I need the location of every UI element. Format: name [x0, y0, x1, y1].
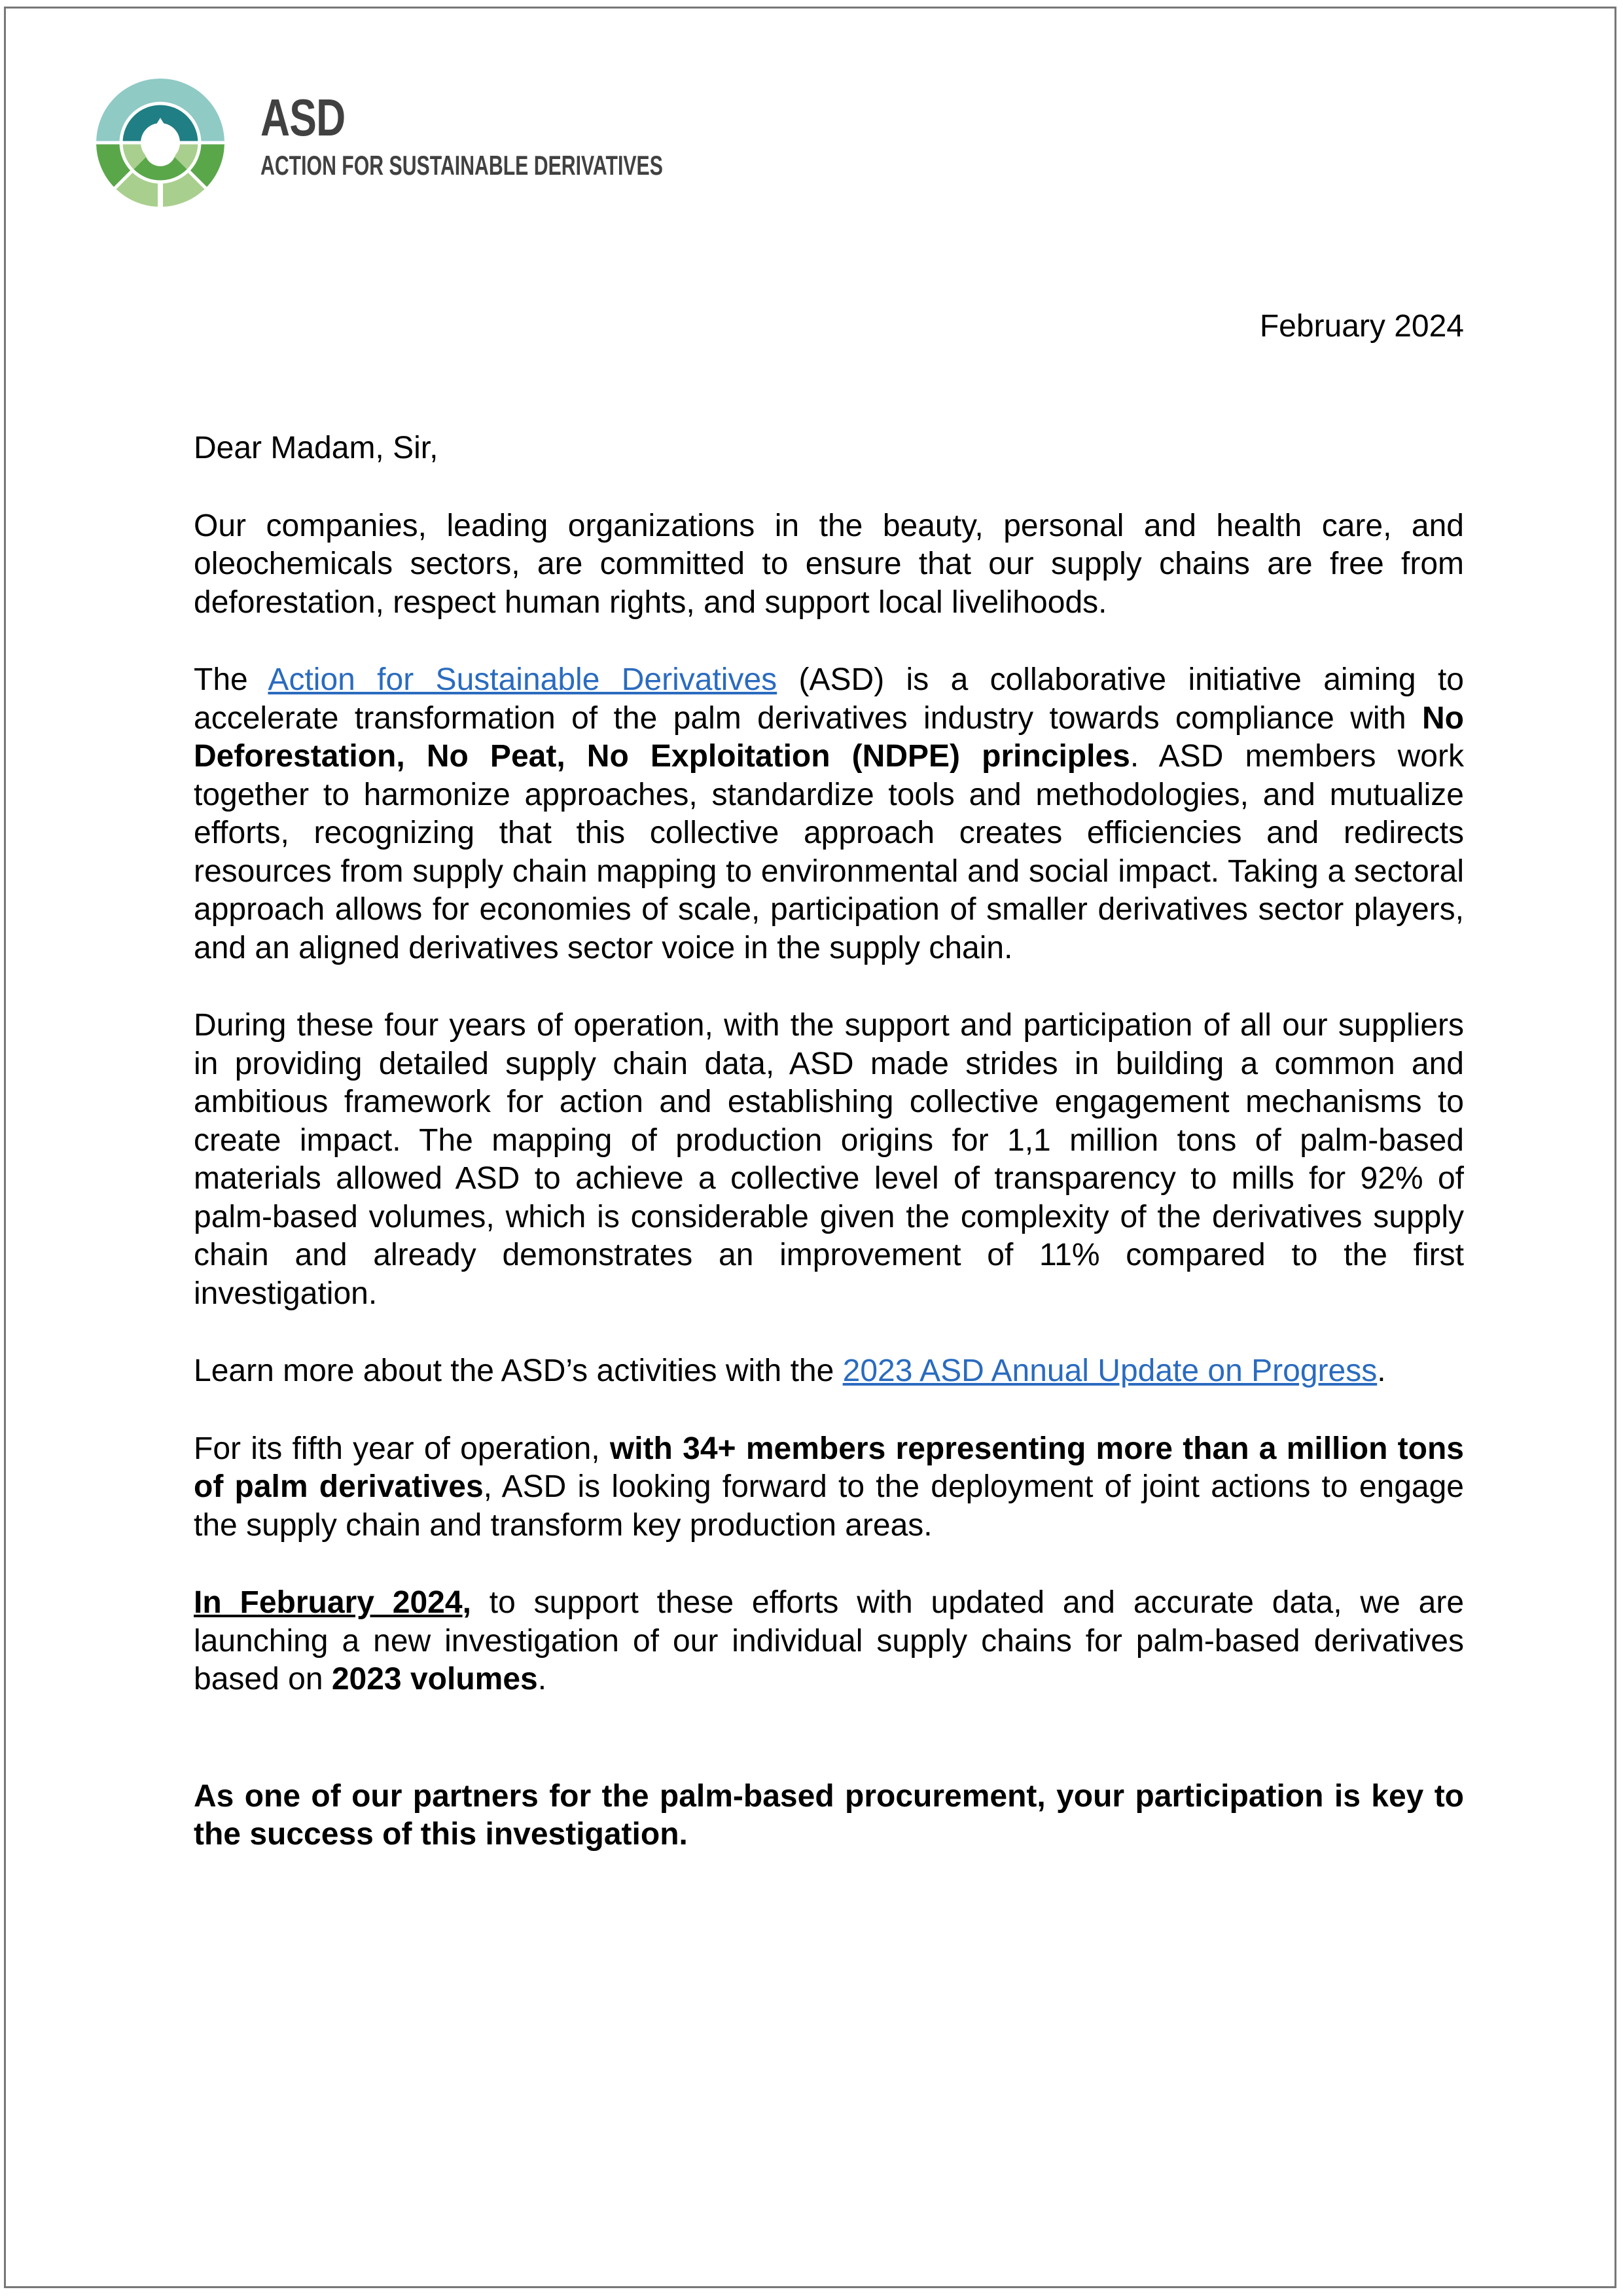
p2-pre: The: [194, 662, 268, 697]
paragraph-fifth-year: [194, 1430, 1464, 1545]
p7-bold: As one of our partners for the palm-based procurement, your participation is key to the success of this investigation.: [194, 1778, 1464, 1852]
salutation: Dear Madam, Sir,: [194, 431, 438, 465]
p6-volumes-bold: 2023 volumes: [331, 1662, 538, 1696]
letter-body: [194, 429, 1464, 1854]
org-full-name: ACTION FOR SUSTAINABLE DERIVATIVES: [260, 150, 663, 181]
paragraph-four-years: During these four years of operation, with the support and participation of all our suppliers in providing detailed supply chain data, ASD made strides in building a common and ambitious framework for action and establishing collective engagement mechanisms to create impact. The mapping of production origins for 1,1 million tons of palm-based materials allowed ASD to achieve a collective level of transparency to mills for 92% of palm-based volumes, which is considerable given the complexity of the derivatives supply chain and already demonstrates an improvement of 11% compared to the first investigation.: [194, 1008, 1464, 1311]
paragraph-learn-more: [194, 1352, 1464, 1391]
p2-post: . ASD members work together to harmonize approaches, standardize tools and methodologies, and mutualize efforts, recognizing that this collective approach creates efficiencies and redirects resources from supply chain mapping to environmental and social impact. Taking a sectoral approach allows for economies of scale, participation of smaller derivatives sector players, and an aligned derivatives sector voice in the supply chain.: [194, 739, 1464, 965]
annual-update-link[interactable]: 2023 ASD Annual Update on Progress: [842, 1354, 1378, 1388]
asd-website-link[interactable]: Action for Sustainable Derivatives: [268, 662, 777, 697]
paragraph-commitment: Our companies, leading organizations in the beauty, personal and health care, and oleochemicals sectors, are committed to ensure that our supply chains are free from deforestation, respect human rights, and support local livelihoods.: [194, 508, 1464, 620]
p2-mid: (ASD) is a collaborative initiative aiming to accelerate transformation of the palm derivatives industry towards compliance with: [194, 662, 1465, 736]
p5-pre: For its fifth year of operation,: [194, 1431, 610, 1466]
p6-mid: to support these efforts with updated and accurate data, we are launching a new investigation of our individual supply chains for palm-based derivatives based on: [194, 1585, 1465, 1696]
paragraph-call-to-action: [194, 1778, 1464, 1854]
org-abbreviation: ASD: [260, 88, 346, 147]
letter-date: February 2024: [1259, 309, 1464, 344]
p4-pre: Learn more about the ASD’s activities with the: [194, 1354, 843, 1388]
p5-post: , ASD is looking forward to the deployment of joint actions to engage the supply chain and transform key production areas.: [194, 1469, 1464, 1543]
p6-date-bold: In February 2024: [194, 1585, 463, 1620]
p5-members-bold: with 34+ members representing more than a million tons of palm derivatives: [194, 1431, 1465, 1504]
p6-comma: ,: [462, 1585, 471, 1620]
asd-logo-icon: [95, 77, 226, 208]
p6-post: .: [537, 1662, 547, 1696]
paragraph-asd-intro: [194, 661, 1464, 967]
p4-post: .: [1377, 1354, 1386, 1388]
paragraph-investigation: [194, 1584, 1464, 1699]
p2-ndpe-bold: No Deforestation, No Peat, No Exploitation (NDPE) principles: [194, 700, 1464, 774]
